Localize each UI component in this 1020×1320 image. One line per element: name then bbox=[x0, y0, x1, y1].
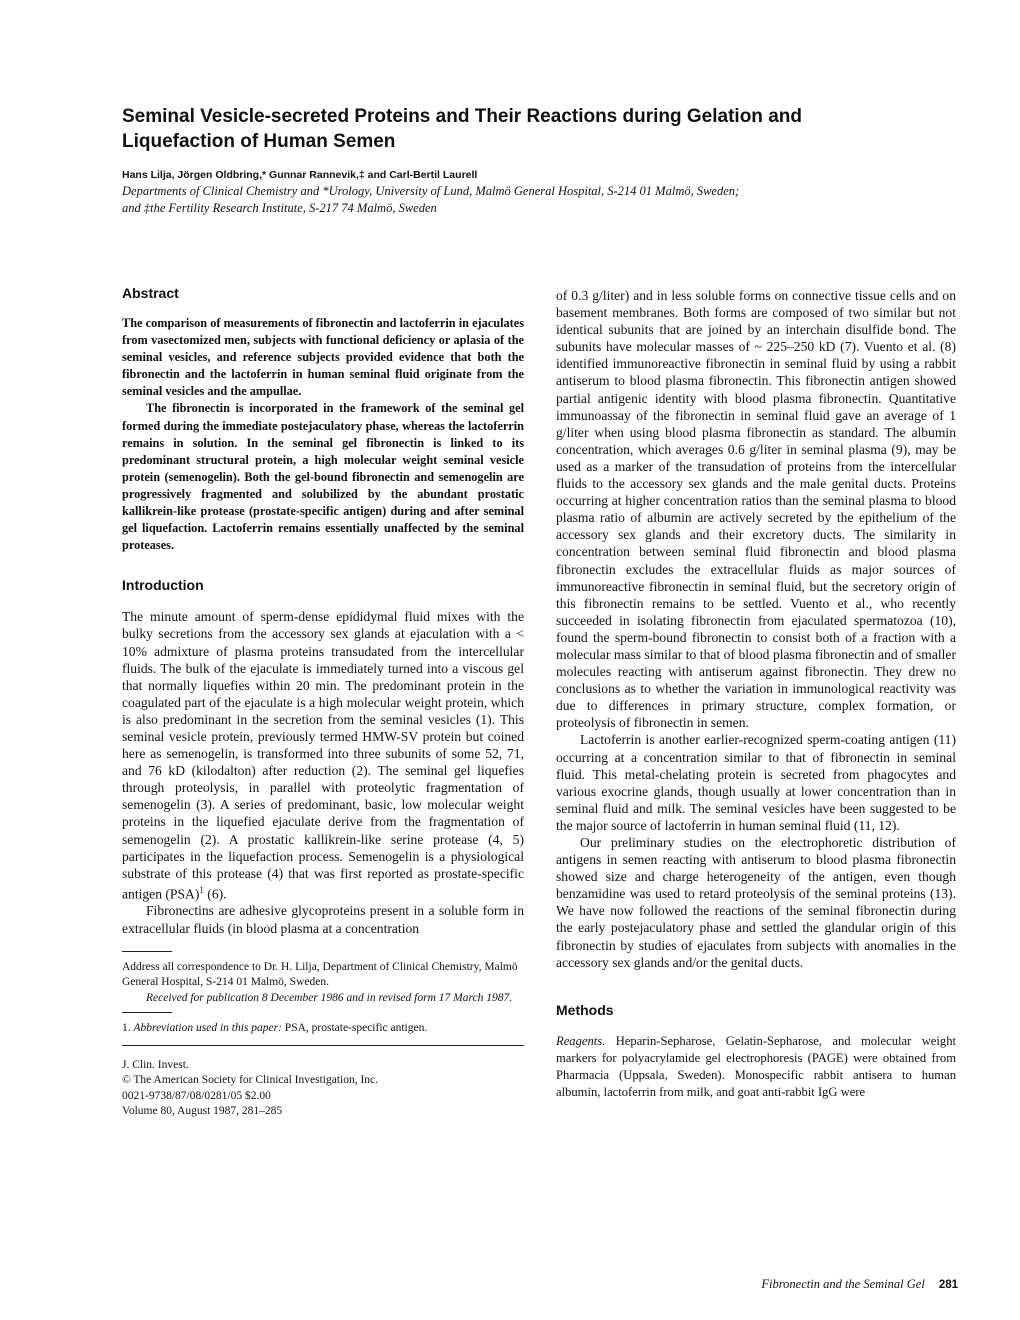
abstract-heading: Abstract bbox=[122, 285, 179, 301]
abstract-section bbox=[122, 284, 524, 554]
page-footer bbox=[718, 1276, 958, 1293]
footnote-label: Abbreviation used in this paper: bbox=[133, 1022, 282, 1035]
journal-name: J. Clin. Invest. bbox=[122, 1058, 189, 1071]
affiliation-line-1: Departments of Clinical Chemistry and *Urology, University of Lund, Malmö General Hospital, S-214 01 Malmö, Sweden; bbox=[122, 184, 740, 198]
introduction-paragraph-4: Lactoferrin is another earlier-recognized sperm-coating antigen (11) occurring at a concentration similar to that of fibronectin in seminal fluid. This metal-chelating protein is secreted from phagocytes and various exocrine glands, though usually at lower concentration than in seminal fluid and milk. The seminal vesicles have been suggested to be the major source of lactoferrin in human seminal fluid (11, 12). bbox=[556, 732, 956, 833]
page-number: 281 bbox=[938, 1279, 958, 1291]
introduction-section bbox=[122, 576, 524, 936]
right-column bbox=[556, 287, 956, 1101]
abstract-paragraph-1: The comparison of measurements of fibronectin and lactoferrin in ejaculates from vasectomized men, subjects with functional deficiency or aplasia of the seminal vesicles, and reference subjects provided evidence that both the fibronectin and the lactoferrin in human seminal fluid originate from the seminal vesicles and the ampullae. bbox=[122, 316, 524, 399]
introduction-paragraph-3: of 0.3 g/liter) and in less soluble forms on connective tissue cells and on basement membranes. Both forms are composed of two similar but not identical subunits that are joined by an interchain disulfide bond. The subunits have molecular masses of ~ 225–250 kD (7). Vuento et al. (8) identified immunoreactive fibronectin in seminal fluid by using a rabbit antiserum to blood plasma fibronectin. This fibronectin antigen showed partial antigenic identity with blood plasma fibronectin. Quantitative immunoassay of the fibronectin in seminal fluid gave an average of 1 g/liter when using blood plasma fibronectin as standard. The albumin concentration, which averages 0.6 g/liter in seminal plasma (9), may be used as a marker of the transudation of proteins from the intercellular fluids to the accessory sex glands and the male genital ducts. Proteins occurring at higher concentration ratios than the seminal plasma to blood plasma ratio of albumin are actively secreted by the epithelium of the accessory sex glands and their excretory ducts. The similarity in concentration between seminal fluid fibronectin and blood plasma fibronectin excludes the extracellular fluids as major sources of immunoreactive fibronectin in seminal fluid, but the secretory origin of this fibronectin remains to be settled. Vuento et al., who recently succeeded in isolating fibronectin from ejaculated spermatozoa (10), found the sperm-bound fibronectin to consist both of a fraction with a molecular mass similar to that of blood plasma fibronectin and of smaller molecules reacting with antiserum against fibronectin. They drew no conclusions as to whether the variation in immunological reactivity was due to differences in primary structure, complex formation, or proteolysis of fibronectin in semen. bbox=[556, 288, 956, 731]
abstract-paragraph-2: The fibronectin is incorporated in the framework of the seminal gel formed during the immediate postejaculatory phase, whereas the lactoferrin remains in solution. In the seminal gel fibronectin is linked to its predominant structural protein, a high molecular weight seminal vesicle protein (semenogelin). Both the gel-bound fibronectin and semenogelin are progressively fragmented and solubilized by the abundant prostatic kallikrein-like protease (prostate-specific antigen) during and after seminal gel liquefaction. Lactoferrin remains essentially unaffected by the seminal proteases. bbox=[122, 401, 524, 553]
running-title: Fibronectin and the Seminal Gel bbox=[761, 1277, 925, 1291]
footnote-definition: PSA, prostate-specific antigen. bbox=[281, 1022, 428, 1035]
introduction-heading: Introduction bbox=[122, 577, 204, 594]
introduction-paragraph-5: Our preliminary studies on the electrophoretic distribution of antigens in semen reacting with antiserum to blood plasma fibronectin showed size and charge heterogeneity of the antigen, even though benzamidine was used to retard proteolysis of the seminal proteins (13). We have now followed the reactions of the seminal fibronectin during the early postejaculatory phase and settled the glandular origin of this fibronectin by studies of ejaculates from subjects with anomalies in the accessory sex glands and/or the genital ducts. bbox=[556, 835, 956, 970]
correspondence-note: Address all correspondence to Dr. H. Lilja, Department of Clinical Chemistry, Malmö General Hospital, S-214 01 Malmö, Sweden. bbox=[122, 960, 518, 989]
affiliation-line-2: and ‡the Fertility Research Institute, S-217 74 Malmö, Sweden bbox=[122, 201, 437, 215]
reagents-label: Reagents. bbox=[556, 1033, 606, 1048]
issn-line: 0021-9738/87/08/0281/05 $2.00 bbox=[122, 1089, 271, 1102]
intro-p1-text: The minute amount of sperm-dense epididymal fluid mixes with the bulky secretions from the accessory sex glands at ejaculation with a < 10% admixture of plasma proteins transudated from the intercellular fluids. The bulk of the ejaculate is immediately turned into a viscous gel that normally liquefies within 20 min. The predominant protein in the coagulated part of the ejaculate is a high molecular weight protein, which is also predominant in the secretion from the seminal vesicles (1). This seminal vesicle protein, previously termed HMW-SV protein but coined here as semenogelin, is transformed into three subunits of some 52, 71, and 76 kD (kilodalton) after reduction (2). The seminal gel liquefies through proteolysis, in parallel with proteolytic fragmentation of semenogelin (3). A series of predominant, basic, low molecular weight proteins in the liquefied ejaculate derive from the fragmentation of semenogelin (2). A prostatic kallikrein-like serine protease (4, 5) participates in the liquefaction process. Semenogelin is a physiological substrate of this protease (4) that was first reported as prostate-specific antigen (PSA) bbox=[122, 609, 524, 902]
left-column bbox=[122, 284, 524, 1120]
methods-heading: Methods bbox=[556, 1001, 614, 1018]
received-note: Received for publication 8 December 1986 and in revised form 17 March 1987. bbox=[146, 991, 513, 1004]
methods-reagents-paragraph bbox=[556, 1033, 956, 1101]
volume-line: Volume 80, August 1987, 281–285 bbox=[122, 1105, 283, 1118]
author-list: Hans Lilja, Jörgen Oldbring,* Gunnar Rannevik,‡ and Carl-Bertil Laurell bbox=[122, 169, 478, 181]
footnote-marker: 1 bbox=[199, 884, 204, 895]
affiliations bbox=[122, 183, 942, 217]
copyright-line: © The American Society for Clinical Investigation, Inc. bbox=[122, 1074, 379, 1087]
introduction-paragraph-2: Fibronectins are adhesive glycoproteins present in a soluble form in extracellular fluids (in blood plasma at a concentration bbox=[122, 903, 524, 936]
intro-p1-end: (6). bbox=[203, 886, 227, 902]
article-title: Seminal Vesicle-secreted Proteins and Their Reactions during Gelation and Liquefaction of Human Semen bbox=[122, 106, 802, 152]
footnote-number: 1. bbox=[122, 1022, 134, 1035]
reagents-text: Heparin-Sepharose, Gelatin-Sepharose, and molecular weight markers for polyacrylamide gel electrophoresis (PAGE) were obtained from Pharmacia (Uppsala, Sweden). Monospecific rabbit antisera to human albumin, lactoferrin from milk, and goat anti-rabbit IgG were bbox=[556, 1033, 956, 1100]
abbreviation-footnote bbox=[122, 1021, 524, 1037]
introduction-paragraph-1 bbox=[122, 608, 524, 902]
